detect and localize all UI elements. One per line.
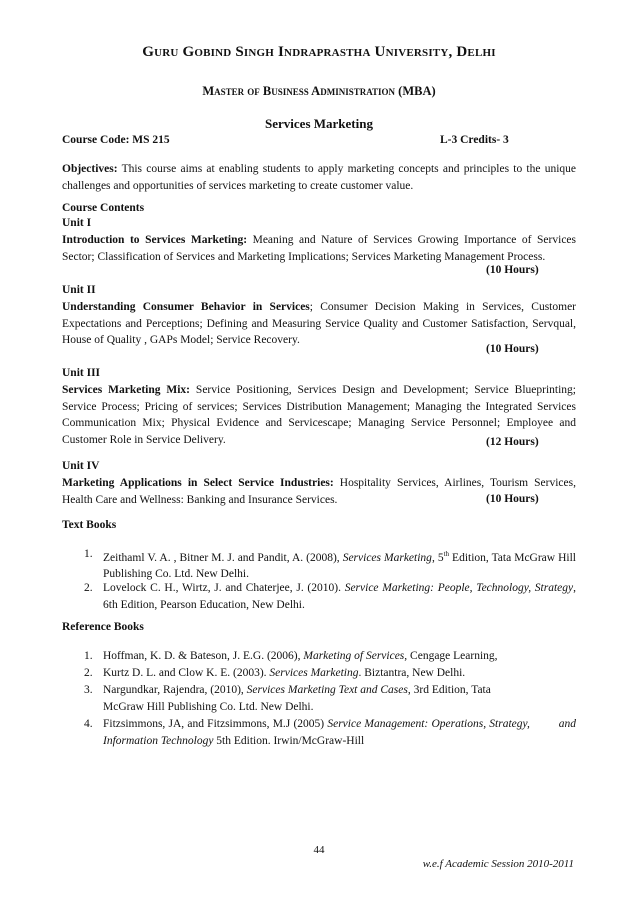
book-authors: Fitzsimmons, JA, and Fitzsimmons, M.J (2005) — [103, 718, 328, 730]
book-edition: , 5 — [431, 551, 444, 564]
university-title: Guru Gobind Singh Indraprastha University, Delhi — [142, 44, 496, 60]
course-code: Course Code: MS 215 — [62, 134, 170, 146]
reference-books-heading: Reference Books — [62, 621, 144, 633]
book-authors: Hoffman, K. D. & Bateson, J. E.G. (2006), — [103, 650, 304, 662]
unit-4-title: Marketing Applications in Select Service Industries: — [62, 477, 334, 489]
reference-book-4 — [62, 716, 579, 749]
list-number: 1. — [84, 650, 93, 662]
unit-4-hours: (10 Hours) — [486, 493, 539, 505]
objectives — [62, 161, 576, 194]
unit-1-hours: (10 Hours) — [486, 264, 539, 276]
text-books-heading: Text Books — [62, 519, 117, 531]
unit-3-title: Services Marketing Mix: — [62, 384, 191, 396]
unit-1-text: Meaning and Nature of Services Growing Importance of Services Sector; Classification of Services and Marketing Implications; Services Marketing Management Process. — [62, 234, 576, 263]
book-publisher: , 6th Edition, Pearson Education, New Delhi. — [103, 582, 576, 611]
program-title: Master of Business Administration (MBA) — [202, 84, 436, 98]
book-authors: Lovelock C. H., Wirtz, J. and Chaterjee, J. (2010). — [103, 582, 345, 594]
course-title: Services Marketing — [265, 116, 373, 131]
book-title: Services Marketing — [269, 667, 359, 679]
book-publisher: Edition, Tata McGraw Hill Publishing Co. Ltd. New Delhi. — [103, 551, 576, 581]
unit-2-hours: (10 Hours) — [486, 343, 539, 355]
book-title: Service Marketing: People, Technology, Strategy — [344, 582, 574, 594]
book-authors: Kurtz D. L. and Clow K. E. (2003). — [103, 667, 270, 679]
reference-book-2 — [62, 665, 576, 682]
course-credits: L-3 Credits- 3 — [440, 134, 509, 146]
book-publisher: . Biztantra, New Delhi. — [358, 667, 466, 679]
unit-2-text: ; Consumer Decision Making in Services, Customer Expectations and Perceptions; Defining and Measuring Service Quality and Customer Satisfaction, Servqual, House of Quality , GAPs Model; Service Recovery. — [62, 301, 577, 346]
unit-1-content — [62, 232, 576, 265]
academic-session: w.e.f Academic Session 2010-2011 — [422, 858, 574, 870]
book-title: Services Marketing Text and Cases — [246, 684, 408, 696]
book-authors: Zeithaml V. A. , Bitner M. J. and Pandit, A. (2008), — [103, 551, 343, 564]
list-number: 4. — [84, 718, 93, 730]
unit-1-title: Introduction to Services Marketing: — [62, 234, 248, 246]
book-title: Services Marketing — [342, 551, 432, 564]
course-contents-heading: Course Contents — [62, 202, 145, 214]
reference-book-3 — [62, 682, 576, 715]
unit-2-title: Understanding Consumer Behavior in Services — [62, 301, 310, 313]
unit-4-heading: Unit IV — [62, 460, 100, 472]
book-publisher: , 3rd Edition, Tata McGraw Hill Publishing Co. Ltd. New Delhi. — [103, 684, 491, 713]
unit-1-heading: Unit I — [62, 217, 92, 229]
unit-2-heading: Unit II — [62, 284, 96, 296]
edition-superscript: th — [443, 550, 450, 558]
objectives-label: Objectives: — [62, 163, 118, 175]
page-number: 44 — [313, 844, 325, 856]
list-number: 1. — [84, 548, 93, 560]
unit-3-heading: Unit III — [62, 367, 101, 379]
book-publisher: 5th Edition. Irwin/McGraw-Hill — [213, 734, 365, 747]
unit-4-text: Hospitality Services, Airlines, Tourism Services, Health Care and Wellness: Banking and Insurance Services. — [62, 477, 576, 506]
unit-2-content — [62, 299, 576, 349]
list-number: 2. — [84, 667, 93, 679]
unit-3-hours: (12 Hours) — [486, 436, 539, 448]
list-number: 3. — [84, 684, 93, 696]
text-book-2 — [62, 580, 576, 613]
book-authors: Nargundkar, Rajendra, (2010), — [103, 684, 247, 696]
book-title: Service Management: Operations, Strategy, and Information Technology — [103, 718, 579, 747]
reference-book-1 — [62, 648, 576, 665]
book-title: Marketing of Services — [303, 650, 405, 662]
book-publisher: , Cengage Learning, — [404, 650, 498, 662]
unit-3-text: Service Positioning, Services Design and Development; Service Blueprinting; Service Process; Pricing of services; Services Distribution Management; Managing the Integrated Services Communication Mix; Physical Evidence and Servicescape; Managing Service Personnel; Employee and Customer Role in Service Delivery. — [62, 384, 576, 446]
objectives-text: This course aims at enabling students to apply marketing concepts and principles to the unique challenges and opportunities of services marketing to create customer value. — [62, 163, 576, 192]
list-number: 2. — [84, 582, 93, 594]
text-book-1 — [62, 546, 576, 583]
